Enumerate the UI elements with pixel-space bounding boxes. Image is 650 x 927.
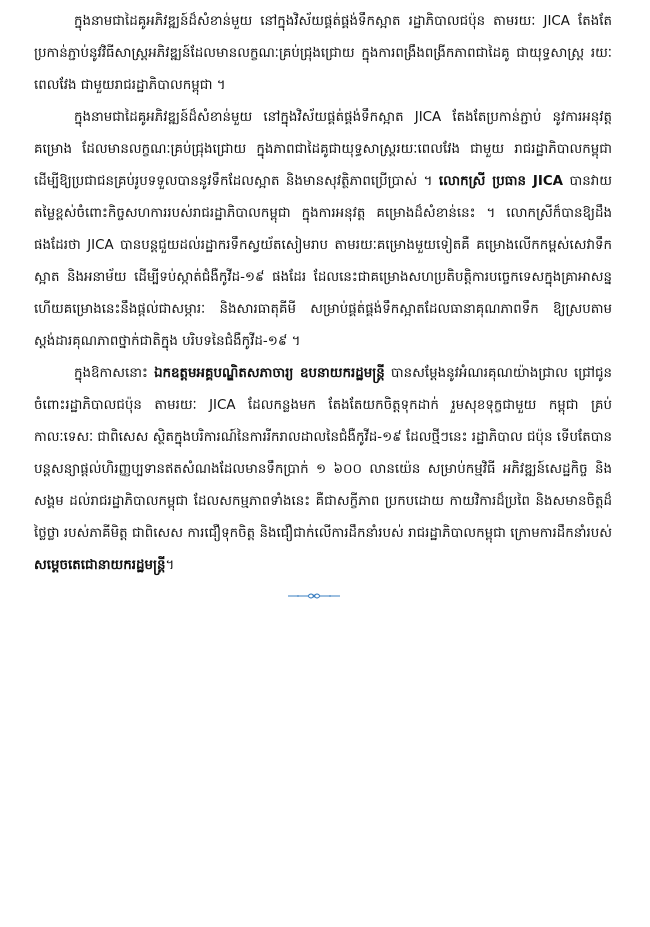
paragraph-line: ក្នុងនាមជាដៃគូអភិវឌ្ឍន៍ដ៏សំខាន់មួយ នៅក្នុងវិស័យផ្គត់ផ្គង់ទឹកស្អាត រដ្ឋាភិបាលជប៉ុន តាមរយៈ JICA [74, 14, 570, 29]
ornament-divider-icon [286, 589, 342, 603]
paragraph-line: គម្រោងដ៏សំខាន់នេះ ។ លោកស្រីក៏បានឱ្យដឹងផងដែរថា JICA បានបន្តជួយដល់រដ្ឋាករទឹកស្វយ័តសៀមរាប [34, 206, 612, 253]
paragraph-3 [34, 358, 612, 582]
paragraph-line: បរិបទនៃជំងឺកូវីដ-១៩ ។ [182, 334, 301, 349]
bold-name: សម្តេចតេជោនាយករដ្ឋមន្ត្រី [34, 558, 166, 573]
paragraph-2 [34, 102, 612, 358]
paragraph-line: ជប៉ុន ទើបតែបានបន្តសន្យាផ្តល់ហិរញ្ញប្បទានឥតសំណងដែលមានទឹកប្រាក់ ១ ៦០០ លានយ៉េន សម្រាប់កម្មវិធី [34, 430, 612, 477]
bold-name: ឯកឧត្តមអគ្គបណ្ឌិតសភាចារ្យ ឧបនាយករដ្ឋមន្ត្រី [154, 366, 385, 381]
paragraph-line: កាយវិការដ៏ប្រពៃ និងសមានចិត្តដ៏ថ្លៃថ្លា របស់ភាគីមិត្ត ជាពិសេស ការជឿទុកចិត្ត និងជឿជាក់លើការដឹកនាំរបស់ [34, 494, 612, 541]
paragraph-line: កម្ពុជា គ្រប់កាលៈទេសៈ ជាពិសេស ស្ថិតក្នុងបរិការណ៍នៃការរីករាលដាលនៃជំងឺកូវីដ-១៩ ដែលថ្មីៗនេះ រដ្ឋាភិបាល [34, 398, 612, 445]
paragraph-line: តែងតែប្រកាន់ភ្ជាប់នូវវិធីសាស្រ្តអភិវឌ្ឍន៍ដែលមានលក្ខណៈគ្រប់ជ្រុងជ្រោយ ក្នុងការពង្រឹងពង្រីកភាពជាដៃគូ [34, 14, 612, 61]
paragraph-line: អភិវឌ្ឍន៍សេដ្ឋកិច្ច និងសង្គម ដល់រាជរដ្ឋាភិបាលកម្ពុជា ដែលសកម្មភាពទាំងនេះ គឺជាសក្ខីភាព ប្រកបដោយ [34, 462, 612, 509]
bold-name: លោកស្រី ប្រធាន JICA [438, 174, 564, 189]
document-body [34, 6, 612, 582]
paragraph-line: ផងដែរ ដែលនេះជាគម្រោងសហប្រតិបត្តិការបច្ចេកទេសក្នុងគ្រាអាសន្ន ហើយគម្រោងនេះនឹងផ្តល់ជាសម្ភារៈ [34, 270, 613, 317]
paragraph-line: ជ្រៅជូនចំពោះរដ្ឋាភិបាលជប៉ុន តាមរយៈ JICA ដែលកន្លងមក តែងតែយកចិត្តទុកដាក់ រួមសុខទុក្ខជាមួយ [34, 366, 613, 413]
paragraph-1 [34, 6, 612, 102]
paragraph-line: និងសារធាតុគីមី សម្រាប់ផ្គត់ផ្គង់ទឹកស្អាតដែលធានាគុណភាពទឹក ឱ្យស្របតាមស្តង់ដារគុណភាពថ្នាក់ជាតិក្នុង [34, 302, 612, 349]
paragraph-line: លោកស្រី ប្រធាន JICA បានវាយតម្លៃខ្ពស់ចំពោះកិច្ចសហការរបស់រាជរដ្ឋាភិបាលកម្ពុជា ក្នុងការអនុវត្ត [34, 174, 612, 221]
paragraph-line: រាជរដ្ឋាភិបាលកម្ពុជា ក្រោមការដឹកនាំរបស់ សម្តេចតេជោនាយករដ្ឋមន្ត្រី។ [34, 526, 613, 573]
paragraph-line: ក្នុងឱកាសនោះ ឯកឧត្តមអគ្គបណ្ឌិតសភាចារ្យ ឧបនាយករដ្ឋមន្ត្រី បានសម្តែងនូវអំណរគុណយ៉ាងជ្រាល [74, 366, 568, 381]
paragraph-line: ជាយុទ្ធសាស្រ្ត រយៈពេលវែង ជាមួយរាជរដ្ឋាភិបាលកម្ពុជា ។ [34, 46, 612, 93]
paragraph-line: រាជរដ្ឋាភិបាលកម្ពុជា ដើម្បីឱ្យប្រជាជនគ្រប់រូបទទួលបាននូវទឹកដែលស្អាត និងមានសុវត្ថិភាពប្រើប្រាស់ ។ [34, 142, 612, 189]
paragraph-line: ក្នុងនាមជាដៃគូអភិវឌ្ឍន៍ដ៏សំខាន់មួយ នៅក្នុងវិស័យផ្គត់ផ្គង់ទឹកស្អាត JICA តែងតែប្រកាន់ភ្ជាប់ [74, 110, 542, 125]
paragraph-line: នូវការអនុវត្តគម្រោង ដែលមានលក្ខណៈគ្រប់ជ្រុងជ្រោយ ក្នុងភាពជាដៃគូជាយុទ្ធសាស្រ្តរយៈពេលវែង ជាមួយ [34, 110, 612, 157]
paragraph-line: តាមរយៈគម្រោងមួយទៀតគឺ គម្រោងលើកកម្ពស់សេវាទឹកស្អាត និងអនាម័យ ដើម្បីទប់ស្កាត់ជំងឺកូវីដ-១៩ [34, 238, 612, 285]
